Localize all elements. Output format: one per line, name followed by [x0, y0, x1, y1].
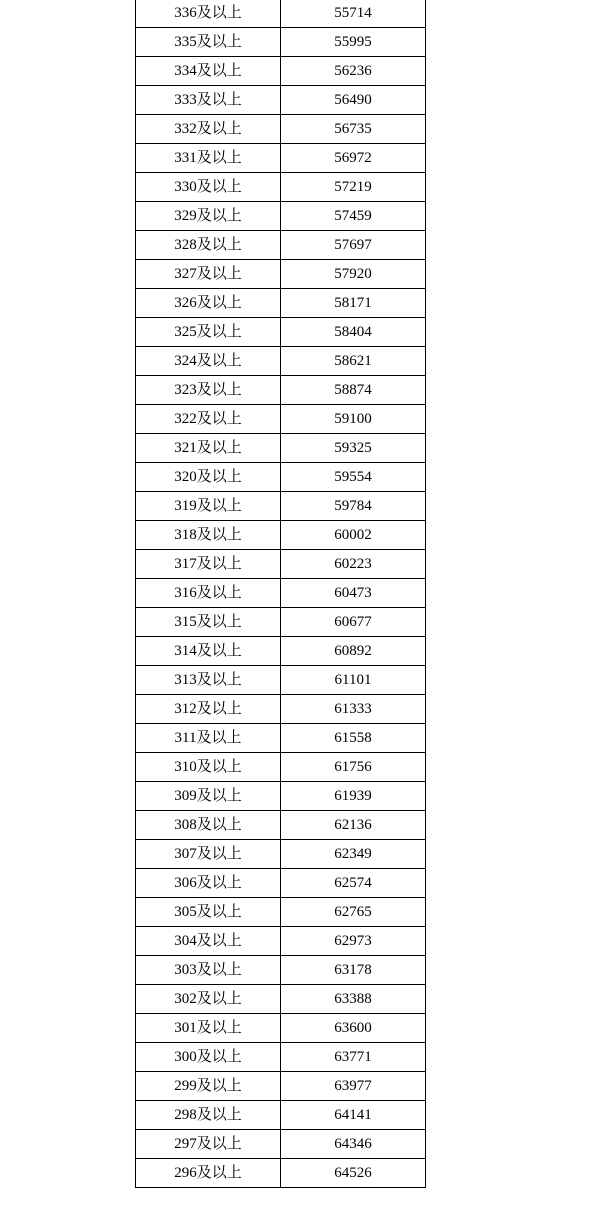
score-range-cell: 296及以上 — [136, 1159, 281, 1188]
score-range-cell: 316及以上 — [136, 579, 281, 608]
table-row — [136, 666, 426, 695]
cumulative-count-cell: 63977 — [281, 1072, 426, 1101]
score-range-cell: 321及以上 — [136, 434, 281, 463]
score-rank-table — [135, 0, 426, 1188]
score-range-cell: 300及以上 — [136, 1043, 281, 1072]
table-row — [136, 463, 426, 492]
score-range-cell: 308及以上 — [136, 811, 281, 840]
score-range-cell: 313及以上 — [136, 666, 281, 695]
cumulative-count-cell: 56490 — [281, 86, 426, 115]
score-range-cell: 311及以上 — [136, 724, 281, 753]
cumulative-count-cell: 60892 — [281, 637, 426, 666]
score-range-cell: 312及以上 — [136, 695, 281, 724]
table-row — [136, 608, 426, 637]
cumulative-count-cell: 62973 — [281, 927, 426, 956]
cumulative-count-cell: 60002 — [281, 521, 426, 550]
cumulative-count-cell: 55714 — [281, 0, 426, 28]
table-row — [136, 521, 426, 550]
table-row — [136, 840, 426, 869]
score-range-cell: 326及以上 — [136, 289, 281, 318]
cumulative-count-cell: 62574 — [281, 869, 426, 898]
cumulative-count-cell: 58171 — [281, 289, 426, 318]
score-range-cell: 320及以上 — [136, 463, 281, 492]
score-range-cell: 329及以上 — [136, 202, 281, 231]
score-range-cell: 327及以上 — [136, 260, 281, 289]
table-row — [136, 1159, 426, 1188]
score-range-cell: 323及以上 — [136, 376, 281, 405]
table-row — [136, 695, 426, 724]
score-range-cell: 303及以上 — [136, 956, 281, 985]
score-range-cell: 324及以上 — [136, 347, 281, 376]
cumulative-count-cell: 61333 — [281, 695, 426, 724]
table-row — [136, 550, 426, 579]
table-row — [136, 898, 426, 927]
score-range-cell: 335及以上 — [136, 28, 281, 57]
score-range-cell: 318及以上 — [136, 521, 281, 550]
table-row — [136, 434, 426, 463]
table-row — [136, 318, 426, 347]
table-body — [136, 0, 426, 1188]
cumulative-count-cell: 56972 — [281, 144, 426, 173]
cumulative-count-cell: 56735 — [281, 115, 426, 144]
table-row — [136, 753, 426, 782]
table-row — [136, 376, 426, 405]
score-range-cell: 301及以上 — [136, 1014, 281, 1043]
table-row — [136, 0, 426, 28]
score-range-cell: 305及以上 — [136, 898, 281, 927]
table-row — [136, 869, 426, 898]
score-range-cell: 319及以上 — [136, 492, 281, 521]
cumulative-count-cell: 61101 — [281, 666, 426, 695]
cumulative-count-cell: 59325 — [281, 434, 426, 463]
cumulative-count-cell: 61558 — [281, 724, 426, 753]
table-row — [136, 231, 426, 260]
table-row — [136, 782, 426, 811]
table-row — [136, 1130, 426, 1159]
table-row — [136, 811, 426, 840]
cumulative-count-cell: 64141 — [281, 1101, 426, 1130]
score-range-cell: 299及以上 — [136, 1072, 281, 1101]
score-range-cell: 315及以上 — [136, 608, 281, 637]
cumulative-count-cell: 64346 — [281, 1130, 426, 1159]
cumulative-count-cell: 64526 — [281, 1159, 426, 1188]
table-row — [136, 289, 426, 318]
cumulative-count-cell: 59554 — [281, 463, 426, 492]
table-row — [136, 637, 426, 666]
score-range-cell: 333及以上 — [136, 86, 281, 115]
score-range-cell: 331及以上 — [136, 144, 281, 173]
cumulative-count-cell: 62765 — [281, 898, 426, 927]
table-row — [136, 956, 426, 985]
cumulative-count-cell: 60223 — [281, 550, 426, 579]
table-row — [136, 28, 426, 57]
score-range-cell: 310及以上 — [136, 753, 281, 782]
cumulative-count-cell: 57920 — [281, 260, 426, 289]
cumulative-count-cell: 62349 — [281, 840, 426, 869]
table-row — [136, 985, 426, 1014]
cumulative-count-cell: 58874 — [281, 376, 426, 405]
cumulative-count-cell: 59100 — [281, 405, 426, 434]
score-range-cell: 307及以上 — [136, 840, 281, 869]
score-range-cell: 306及以上 — [136, 869, 281, 898]
cumulative-count-cell: 60473 — [281, 579, 426, 608]
table-row — [136, 202, 426, 231]
table-row — [136, 347, 426, 376]
table-row — [136, 1014, 426, 1043]
score-range-cell: 297及以上 — [136, 1130, 281, 1159]
score-range-cell: 336及以上 — [136, 0, 281, 28]
table-row — [136, 260, 426, 289]
table-row — [136, 492, 426, 521]
cumulative-count-cell: 56236 — [281, 57, 426, 86]
cumulative-count-cell: 59784 — [281, 492, 426, 521]
score-range-cell: 304及以上 — [136, 927, 281, 956]
cumulative-count-cell: 57697 — [281, 231, 426, 260]
cumulative-count-cell: 62136 — [281, 811, 426, 840]
table-row — [136, 405, 426, 434]
table-row — [136, 1101, 426, 1130]
cumulative-count-cell: 58621 — [281, 347, 426, 376]
score-range-cell: 330及以上 — [136, 173, 281, 202]
cumulative-count-cell: 57219 — [281, 173, 426, 202]
table-row — [136, 173, 426, 202]
cumulative-count-cell: 61756 — [281, 753, 426, 782]
score-range-cell: 317及以上 — [136, 550, 281, 579]
cumulative-count-cell: 55995 — [281, 28, 426, 57]
cumulative-count-cell: 58404 — [281, 318, 426, 347]
table-row — [136, 1043, 426, 1072]
table-row — [136, 927, 426, 956]
score-range-cell: 328及以上 — [136, 231, 281, 260]
score-range-cell: 325及以上 — [136, 318, 281, 347]
score-range-cell: 302及以上 — [136, 985, 281, 1014]
cumulative-count-cell: 61939 — [281, 782, 426, 811]
score-range-cell: 298及以上 — [136, 1101, 281, 1130]
cumulative-count-cell: 63178 — [281, 956, 426, 985]
score-range-cell: 332及以上 — [136, 115, 281, 144]
table-row — [136, 115, 426, 144]
cumulative-count-cell: 60677 — [281, 608, 426, 637]
cumulative-count-cell: 57459 — [281, 202, 426, 231]
table-row — [136, 579, 426, 608]
cumulative-count-cell: 63600 — [281, 1014, 426, 1043]
score-range-cell: 314及以上 — [136, 637, 281, 666]
cumulative-count-cell: 63771 — [281, 1043, 426, 1072]
table-row — [136, 57, 426, 86]
score-range-cell: 334及以上 — [136, 57, 281, 86]
table-row — [136, 86, 426, 115]
table-row — [136, 724, 426, 753]
score-range-cell: 309及以上 — [136, 782, 281, 811]
score-range-cell: 322及以上 — [136, 405, 281, 434]
table-row — [136, 144, 426, 173]
cumulative-count-cell: 63388 — [281, 985, 426, 1014]
table-row — [136, 1072, 426, 1101]
